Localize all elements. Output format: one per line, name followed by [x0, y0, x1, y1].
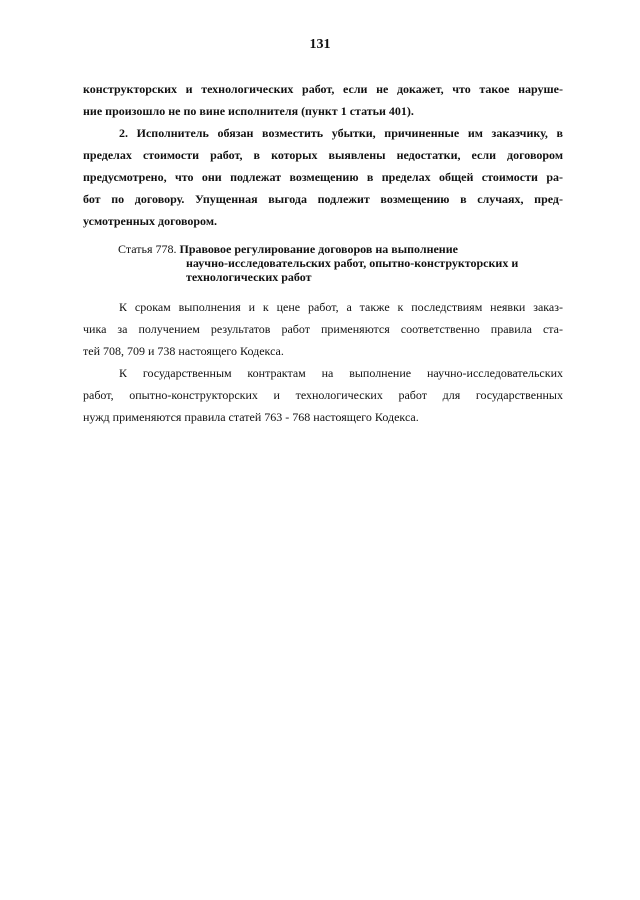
text-line: бот по договору. Упущенная выгода подлежит возмещению в случаях, пред- — [83, 192, 563, 206]
text-line: К срокам выполнения и к цене работ, а также к последствиям неявки заказ- — [119, 300, 563, 314]
paragraph-state-contracts — [83, 362, 563, 428]
article-title-line-3: технологических работ — [186, 270, 312, 284]
paragraph-terms — [83, 296, 563, 362]
text-line: 2. Исполнитель обязан возместить убытки, причиненные им заказчику, в — [119, 126, 563, 140]
text-line: предусмотрено, что они подлежат возмещению в пределах общей стоимости ра- — [83, 170, 563, 184]
article-label: Статья 778. — [118, 242, 177, 256]
text-line: работ, опытно-конструкторских и технологических работ для государственных — [83, 388, 563, 402]
text-line: пределах стоимости работ, в которых выявлены недостатки, если договором — [83, 148, 563, 162]
text-line: конструкторских и технологических работ, если не докажет, что такое наруше- — [83, 82, 563, 96]
text-line: ние произошло не по вине исполнителя (пункт 1 статьи 401). — [83, 104, 414, 118]
page-number: 131 — [309, 37, 331, 52]
article-title-line-1: Правовое регулирование договоров на выполнение — [179, 242, 458, 256]
text-line: тей 708, 709 и 738 настоящего Кодекса. — [83, 344, 284, 358]
text-line: К государственным контрактам на выполнение научно-исследовательских — [119, 366, 563, 380]
paragraph-continuation — [83, 78, 563, 122]
text-line: усмотренных договором. — [83, 214, 217, 228]
text-line: нужд применяются правила статей 763 - 768 настоящего Кодекса. — [83, 410, 419, 424]
article-title-line-2: научно-исследовательских работ, опытно-конструкторских и — [186, 256, 519, 270]
paragraph-clause-2 — [83, 122, 563, 232]
article-heading — [118, 242, 558, 284]
text-line: чика за получением результатов работ применяются соответственно правила ста- — [83, 322, 563, 336]
